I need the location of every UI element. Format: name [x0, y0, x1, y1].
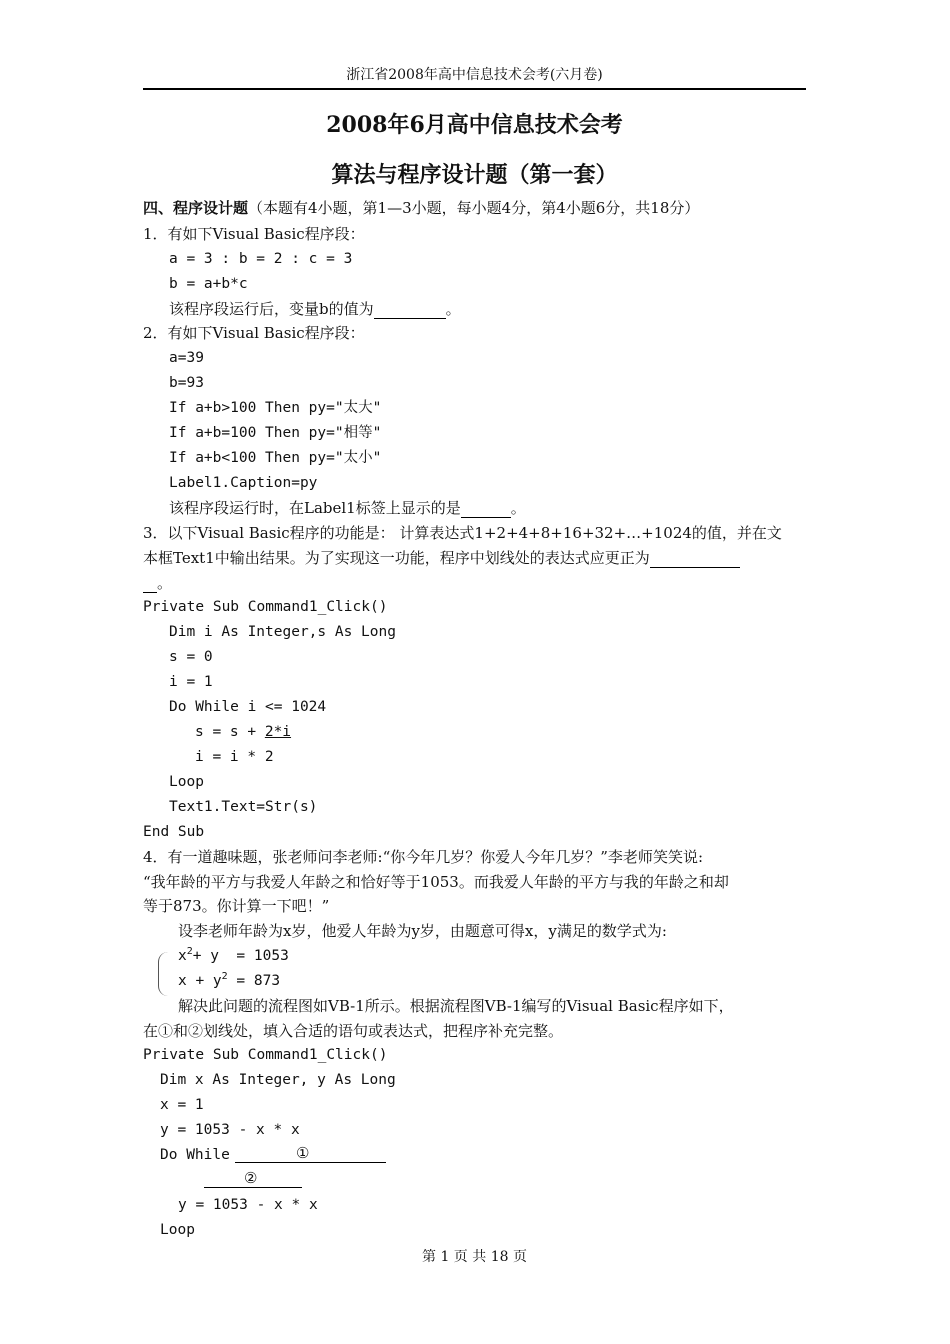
q3-intro-text: 本框Text1中输出结果。为了实现这一功能，程序中划线处的表达式应更正为	[143, 549, 650, 567]
q3-intro-end-text: 。	[157, 574, 173, 592]
q4-code-line: y = 1053 - x * x	[178, 1197, 318, 1213]
q3-intro: 3．以下Visual Basic程序的功能是： 计算表达式1+2+4+8+16+32+…+1024的值，并在文	[143, 524, 782, 542]
q3-code-line	[195, 722, 291, 742]
q3-underlined-expression: 2*i	[264, 724, 292, 740]
q3-code-line: Private Sub Command1_Click()	[143, 599, 388, 615]
q2-question-end: 。	[510, 499, 526, 517]
q3-intro-end	[143, 573, 172, 593]
blank-1[interactable]	[235, 1162, 386, 1163]
section-note: （本题有4小题，第1—3小题，每小题4分，第4小题6分，共18分）	[248, 199, 700, 217]
blank-1-marker: ①	[296, 1144, 310, 1162]
header-rule	[143, 88, 806, 90]
q3-intro-cont	[143, 548, 740, 568]
q1-code-line: a = 3 : b = 2 : c = 3	[169, 251, 353, 267]
q4-text: 解决此问题的流程图如VB-1所示。根据流程图VB-1编写的Visual Basic程序如下，	[178, 997, 734, 1015]
q3-code-line: End Sub	[143, 824, 205, 840]
q4-code-line: Do While	[160, 1147, 230, 1163]
q4-text: 设李老师年龄为x岁，他爱人年龄为y岁，由题意可得x，y满足的数学式为:	[178, 922, 667, 940]
q1-code-line: b = a+b*c	[169, 276, 248, 292]
equation-exponent: 2	[186, 946, 193, 958]
q2-code-line: Label1.Caption=py	[169, 475, 318, 491]
q2-answer-blank[interactable]	[461, 501, 511, 518]
q3-answer-blank-cont[interactable]	[143, 576, 157, 593]
q2-intro: 2．有如下Visual Basic程序段：	[143, 324, 365, 342]
q4-code-line: x = 1	[160, 1097, 204, 1113]
blank-2-marker: ②	[244, 1169, 258, 1187]
q4-text: 4．有一道趣味题，张老师问李老师:“你今年几岁？你爱人今年几岁？”李老师笑笑说:	[143, 848, 703, 866]
q3-code-line: Text1.Text=Str(s)	[169, 799, 318, 815]
q1-question	[169, 299, 461, 319]
q3-code-line: Loop	[169, 774, 204, 790]
equation-line	[178, 946, 289, 966]
q1-question-end: 。	[445, 300, 461, 318]
q4-text: 在①和②划线处，填入合适的语句或表达式，把程序补充完整。	[143, 1022, 564, 1040]
q4-code-line: y = 1053 - x * x	[160, 1122, 300, 1138]
q4-text: “我年龄的平方与我爱人年龄之和恰好等于1053。而我爱人年龄的平方与我的年龄之和却	[143, 873, 729, 891]
equation-brace	[158, 952, 173, 996]
q3-answer-blank[interactable]	[650, 551, 740, 568]
q4-code-line: Dim x As Integer, y As Long	[160, 1072, 396, 1088]
q4-code-line: Loop	[160, 1222, 195, 1238]
q2-code-line: If a+b=100 Then py="相等"	[169, 425, 382, 441]
q1-question-text: 该程序段运行后，变量b的值为	[169, 300, 374, 318]
q2-code-line: a=39	[169, 350, 204, 366]
q2-question-text: 该程序段运行时，在Label1标签上显示的是	[169, 499, 461, 517]
document-subtitle: 算法与程序设计题（第一套）	[331, 162, 618, 188]
blank-2[interactable]	[204, 1187, 302, 1188]
q1-intro: 1．有如下Visual Basic程序段：	[143, 225, 365, 243]
page-footer: 第 1 页 共 18 页	[422, 1249, 527, 1265]
q3-code-line: Do While i <= 1024	[169, 699, 327, 715]
q3-code-line: Dim i As Integer,s As Long	[169, 624, 396, 640]
section-title: 四、程序设计题	[143, 199, 249, 217]
document-title: 2008年6月高中信息技术会考	[326, 112, 623, 138]
q2-code-line: b=93	[169, 375, 204, 391]
equation-term: + y = 1053	[192, 948, 289, 964]
q2-code-line: If a+b<100 Then py="太小"	[169, 450, 382, 466]
q4-code-line: Private Sub Command1_Click()	[143, 1047, 388, 1063]
q4-text: 等于873。你计算一下吧！”	[143, 897, 330, 915]
q3-code-text: s = s +	[195, 724, 265, 740]
equation-exponent: 2	[221, 971, 228, 983]
equation-line	[178, 971, 280, 991]
q3-code-line: s = 0	[169, 649, 213, 665]
equation-term: = 873	[227, 973, 281, 989]
page-header: 浙江省2008年高中信息技术会考(六月卷)	[346, 67, 603, 83]
q1-answer-blank[interactable]	[374, 302, 446, 319]
q2-code-line: If a+b>100 Then py="太大"	[169, 400, 382, 416]
section-heading	[143, 198, 699, 218]
q3-code-line: i = i * 2	[195, 749, 274, 765]
equation-term: x + y	[178, 973, 222, 989]
q2-question	[169, 498, 526, 518]
equation-term: x	[178, 948, 187, 964]
q3-code-line: i = 1	[169, 674, 213, 690]
